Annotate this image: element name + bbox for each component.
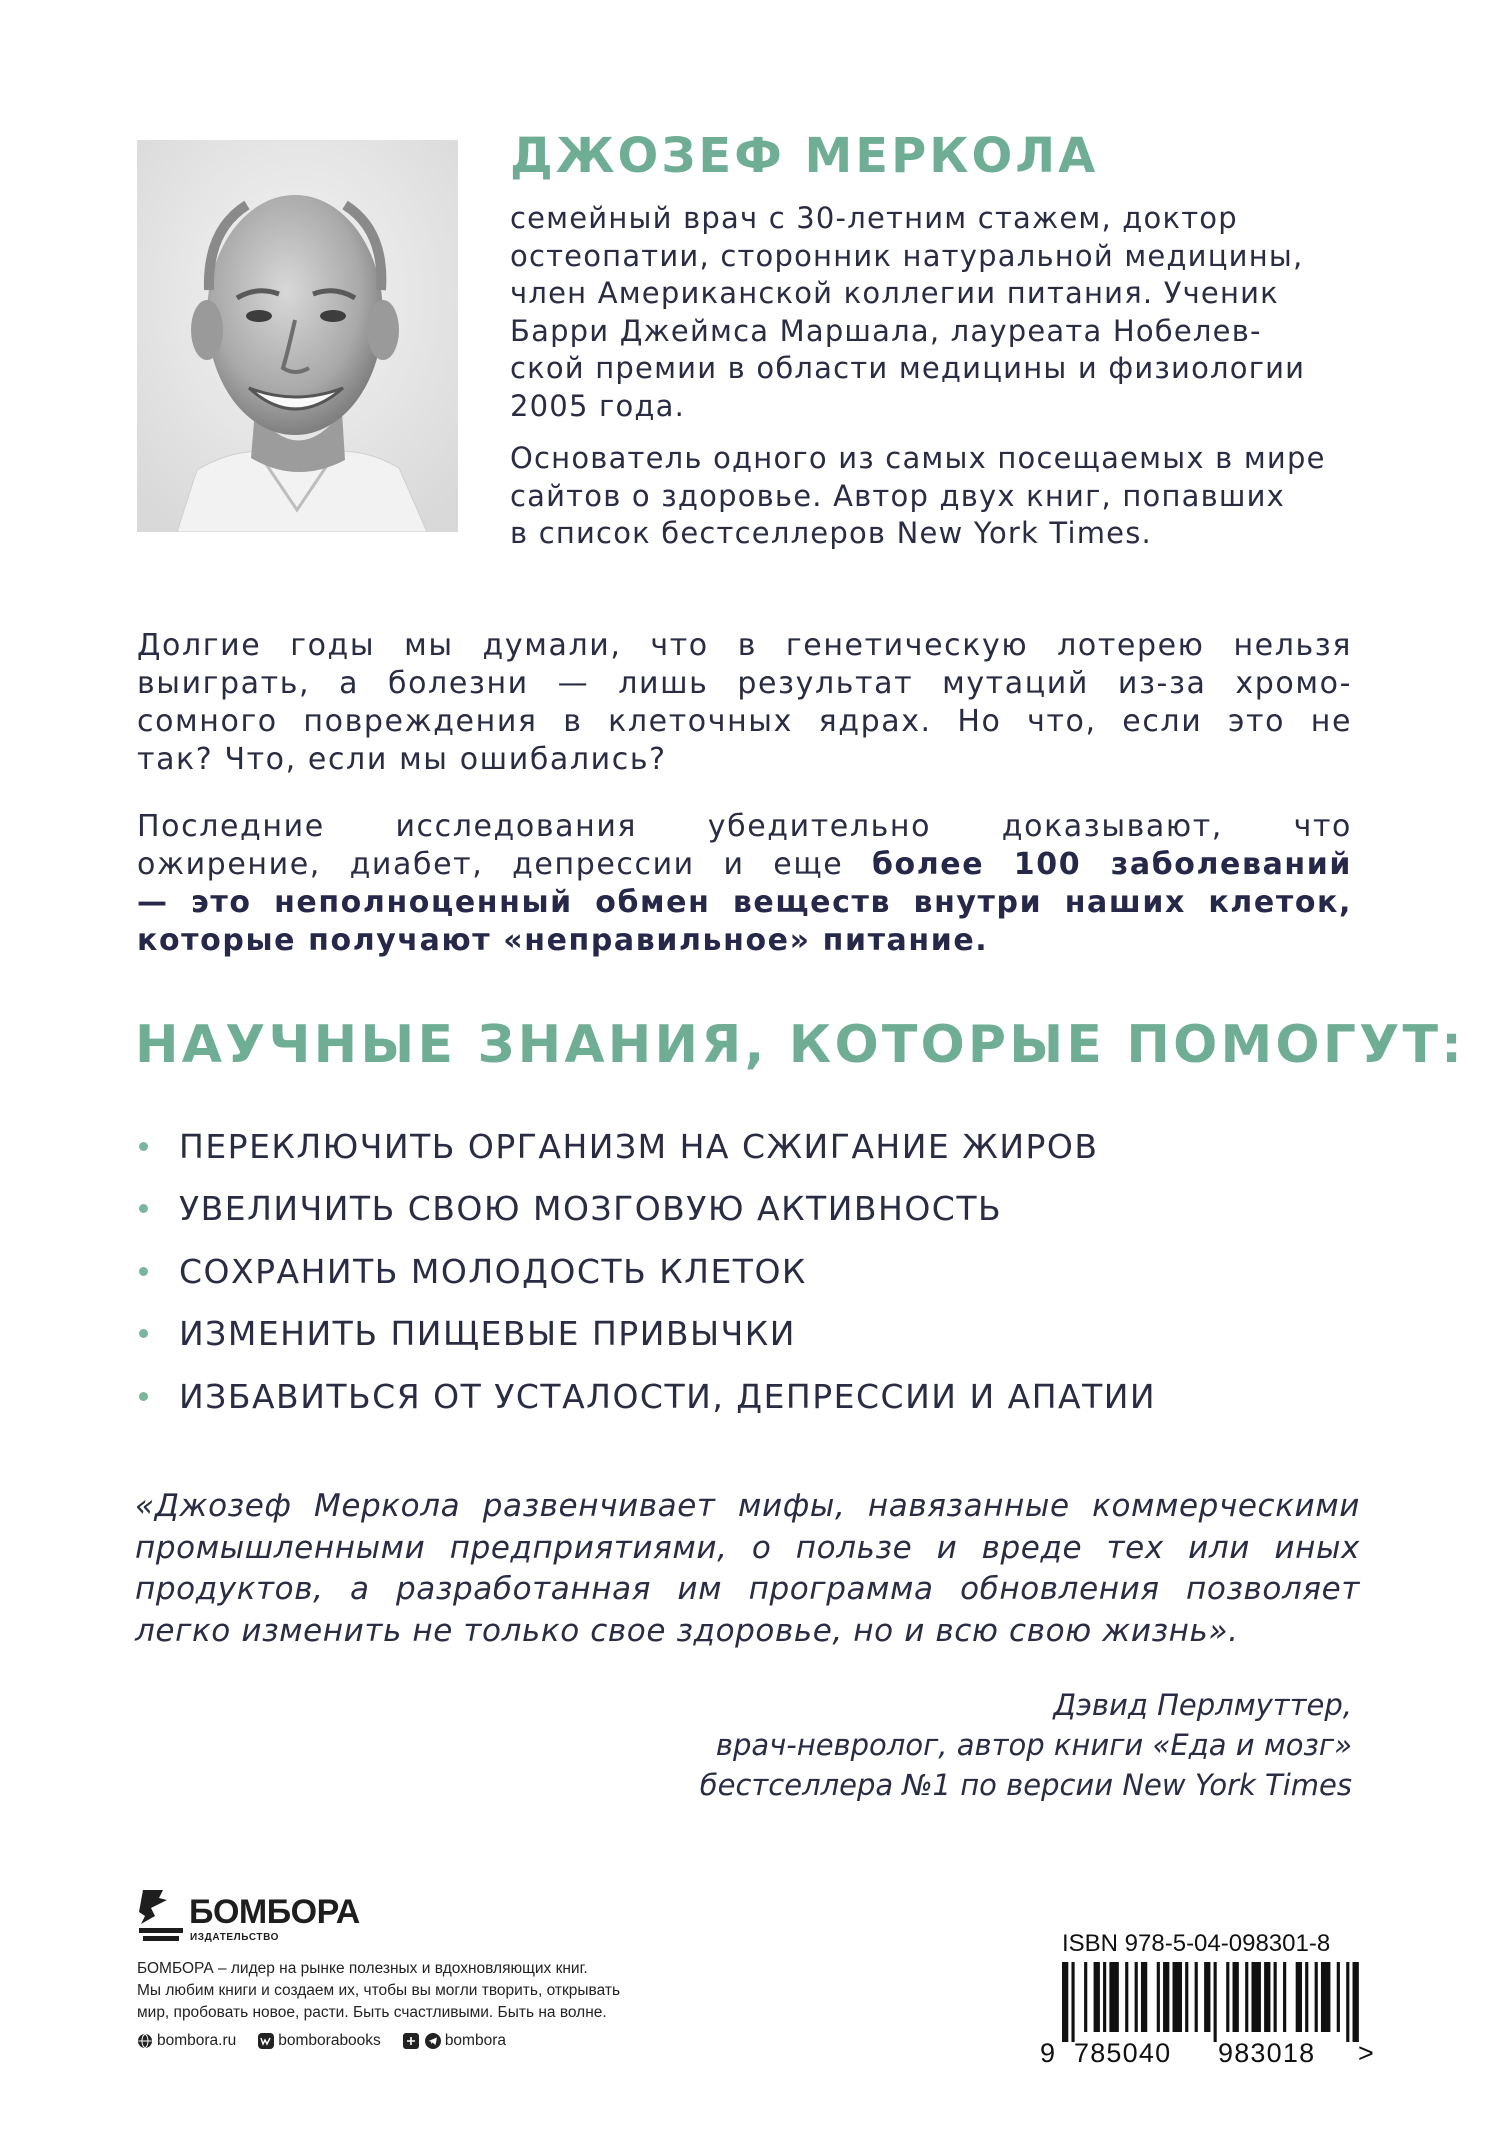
- barcode-bar: [1125, 1962, 1128, 2032]
- attribution-line: Дэвид Перлмуттер,: [1053, 1688, 1352, 1722]
- quote-line: продуктов, а разработанная им программа обновления позволяет: [135, 1571, 1360, 1607]
- author-bio-line: ской премии в области медицины и физиологии: [510, 351, 1306, 385]
- author-bio-line: 2005 года.: [510, 388, 686, 423]
- knowledge-item-label: УВЕЛИЧИТЬ СВОЮ МОЗГОВУЮ АКТИВНОСТЬ: [179, 1189, 1003, 1229]
- messenger-link[interactable]: [403, 2032, 506, 2050]
- barcode-bar: [1185, 1962, 1188, 2032]
- plus-icon: [403, 2033, 419, 2049]
- intro-line: сомного повреждения в клеточных ядрах. Но что, если это не: [137, 704, 1352, 739]
- quote-line: легко изменить не только свое здоровье, но и всю свою жизнь».: [135, 1612, 1239, 1649]
- website-link[interactable]: [137, 2032, 236, 2050]
- bullet-dot-icon: [139, 1204, 148, 1213]
- quote-line: промышленными предприятиями, о пользе и вреде тех или иных: [135, 1529, 1360, 1566]
- barcode-bar: [1214, 1962, 1217, 2042]
- vk-icon: [258, 2033, 274, 2049]
- knowledge-heading: НАУЧНЫЕ ЗНАНИЯ, КОТОРЫЕ ПОМОГУТ:: [135, 1015, 1466, 1075]
- intro-paragraph-2: [137, 808, 1352, 960]
- barcode-digit-end: >: [1358, 2038, 1375, 2068]
- publisher-desc-line: Мы любим книги и создаем их, чтобы вы могли творить, открывать: [137, 1982, 621, 1999]
- author-bio-line: Основатель одного из самых посещаемых в мире: [510, 441, 1326, 475]
- barcode-bar: [1135, 1962, 1138, 2032]
- author-bio-line: Барри Джеймса Маршала, лауреата Нобелев-: [510, 313, 1262, 348]
- knowledge-item: [137, 1178, 1156, 1241]
- barcode-bar: [1233, 1962, 1239, 2032]
- telegram-icon: [425, 2033, 441, 2049]
- barcode-bar: [1204, 1962, 1210, 2032]
- knowledge-item: [137, 1365, 1156, 1428]
- bullet-dot-icon: [139, 1329, 148, 1338]
- quote-line: «Джозеф Меркола развенчивает мифы, навязанные коммерческими: [135, 1488, 1360, 1524]
- author-bio-line: остеопатии, сторонник натуральной медицины,: [510, 238, 1304, 273]
- barcode-bar: [1173, 1962, 1182, 2032]
- barcode-bar: [1157, 1962, 1160, 2032]
- barcode-bar: [1141, 1962, 1147, 2032]
- barcode-bar: [1353, 1962, 1359, 2042]
- isbn-text: ISBN 978-5-04-098301-8: [1062, 1930, 1331, 1957]
- barcode-bar: [1103, 1962, 1106, 2032]
- review-quote: [135, 1486, 1360, 1652]
- knowledge-item: [137, 1240, 1156, 1303]
- barcode-bar: [1195, 1962, 1198, 2032]
- barcode-bar: [1062, 1962, 1068, 2042]
- author-name: ДЖОЗЕФ МЕРКОЛА: [510, 128, 1099, 184]
- bullet-dot-icon: [139, 1142, 148, 1151]
- attribution-line: врач-невролог, автор книги «Еда и мозг»: [715, 1728, 1352, 1762]
- intro-line: Последние исследования убедительно доказывают, что: [137, 809, 1352, 844]
- publisher-socials: [137, 2032, 528, 2050]
- author-portrait-image: [137, 140, 458, 532]
- author-bio-line: сайтов о здоровье. Автор двух книг, попавших: [510, 478, 1286, 513]
- knowledge-list: [137, 1115, 1156, 1428]
- barcode-bar: [1071, 1962, 1074, 2042]
- website-label: bombora.ru: [157, 2032, 237, 2049]
- author-bio: [510, 200, 1430, 425]
- bombora-logo-icon: [137, 1886, 185, 1946]
- publisher-description: [137, 1958, 620, 2024]
- barcode-bar: [1321, 1962, 1330, 2032]
- messenger-label: bombora: [444, 2032, 506, 2049]
- knowledge-item: [137, 1115, 1156, 1178]
- intro-line-normal: ожирение, диабет, депрессии и еще: [137, 847, 872, 882]
- barcode-bar: [1296, 1962, 1302, 2032]
- publisher-desc-line: мир, пробовать новое, расти. Быть счастливыми. Быть на волне.: [137, 2004, 607, 2021]
- knowledge-item-label: СОХРАНИТЬ МОЛОДОСТЬ КЛЕТОК: [179, 1251, 807, 1291]
- globe-icon: [137, 2033, 153, 2049]
- publisher-desc-line: БОМБОРА – лидер на рынке полезных и вдохновляющих книг.: [137, 1960, 588, 1977]
- barcode-bar: [1226, 1962, 1229, 2032]
- attribution-line: бестселлера №1 по версии New York Times: [699, 1768, 1352, 1802]
- intro-line: так? Что, если мы ошибались?: [137, 742, 667, 777]
- knowledge-item: [137, 1303, 1156, 1366]
- intro-line: Долгие годы мы думали, что в генетическую лотерею нельзя: [137, 628, 1352, 663]
- barcode-digits-right: 983018: [1218, 2038, 1316, 2068]
- author-bio-line: семейный врач с 30-летним стажем, доктор: [510, 201, 1238, 235]
- barcode-bar: [1346, 1962, 1349, 2042]
- author-photo: [137, 140, 458, 532]
- barcode-bar: [1109, 1962, 1118, 2032]
- barcode-bar: [1163, 1962, 1169, 2032]
- barcode-bar: [1251, 1962, 1260, 2032]
- vk-label: bomborabooks: [278, 2032, 381, 2049]
- barcode-bar: [1264, 1962, 1270, 2032]
- bullet-dot-icon: [139, 1267, 148, 1276]
- author-bio-line: член Американской коллегии питания. Ученик: [510, 276, 1279, 310]
- knowledge-item-label: ИЗБАВИТЬСЯ ОТ УСТАЛОСТИ, ДЕПРЕССИИ И АПАТИИ: [179, 1376, 1157, 1416]
- intro-line-bold: более 100 заболеваний: [871, 847, 1352, 882]
- barcode-bar: [1315, 1962, 1318, 2032]
- barcode-bar: [1274, 1962, 1277, 2032]
- barcode-digits-left: 785040: [1074, 2038, 1172, 2068]
- intro-line-bold: которые получают «неправильное» питание.: [137, 923, 989, 958]
- intro-line-mixed: [137, 846, 1352, 884]
- knowledge-item-label: ИЗМЕНИТЬ ПИЩЕВЫЕ ПРИВЫЧКИ: [179, 1314, 796, 1354]
- author-bio-secondary: [510, 440, 1430, 553]
- quote-attribution: [700, 1685, 1352, 1805]
- barcode-icon: [1062, 1962, 1362, 2042]
- barcode-bar: [1305, 1962, 1308, 2032]
- vk-link[interactable]: [258, 2032, 381, 2050]
- publisher-logo-word: БОМБОРА: [189, 1893, 360, 1931]
- barcode-bar: [1245, 1962, 1248, 2032]
- bullet-dot-icon: [139, 1392, 148, 1401]
- author-bio-line: в список бестселлеров New York Times.: [510, 516, 1152, 550]
- publisher-logo-sub: ИЗДАТЕЛЬСТВО: [190, 1932, 280, 1943]
- barcode-bar: [1094, 1962, 1100, 2032]
- intro-paragraph-1: [137, 627, 1352, 779]
- barcode-bar: [1084, 1962, 1087, 2032]
- barcode-bar: [1337, 1962, 1340, 2032]
- intro-line-bold: — это неполноценный обмен веществ внутри наших клеток,: [137, 885, 1352, 920]
- knowledge-item-label: ПЕРЕКЛЮЧИТЬ ОРГАНИЗМ НА СЖИГАНИЕ ЖИРОВ: [179, 1126, 1099, 1166]
- intro-line: выиграть, а болезни — лишь результат мутаций из-за хромо-: [137, 666, 1352, 701]
- barcode-bar: [1283, 1962, 1286, 2032]
- barcode-digit-first: 9: [1040, 2038, 1057, 2068]
